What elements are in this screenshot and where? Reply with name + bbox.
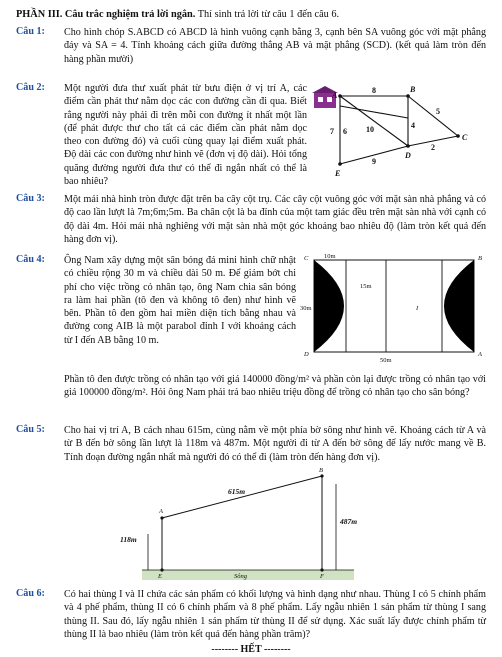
- question-1-text: Cho hình chóp S.ABCD có ABCD là hình vuông cạnh bằng 3, cạnh bên SA vuông góc với mặt phẳng đáy và SA = 4. Tính khoảng cách giữa đường thẳng AB và mặt phẳng (SCD). (kết quả làm tròn đến hàng phần mười): [64, 27, 486, 65]
- river-figure: [100, 466, 400, 582]
- end-marker: -------- HẾT --------: [211, 644, 291, 655]
- section-title: PHẦN III. Câu trắc nghiệm trả lời ngắn.: [16, 9, 196, 20]
- graph-label-a: A: [332, 91, 338, 100]
- field-width-label: 10m: [324, 253, 336, 260]
- left-shaded-region: [314, 260, 344, 352]
- edge-bd-length: 4: [411, 121, 415, 130]
- edge-inner-length: 6: [343, 127, 347, 136]
- question-3-text: Một mái nhà hình tròn được đặt trên ba cây cột trụ. Các cây cột vuông góc với mặt sàn nhà phẳng và có độ cao lần lượt là 7m;6m;5m. Ba chân cột là ba đỉnh của một tam giác đều trên mặt sàn nhà với cạnh có độ dài 4m. Hỏi mái nhà nghiêng với mặt sàn nhà một góc khoảng bao nhiêu độ (làm tròn kết quả đến hàng đơn vị).: [64, 194, 486, 245]
- graph-label-b: B: [410, 85, 416, 94]
- river-label: Sông: [234, 573, 247, 580]
- soccer-field-figure: [300, 252, 490, 364]
- right-shaded-region: [444, 260, 474, 352]
- edge-ed-length: 9: [372, 157, 376, 166]
- field-corner-a: A: [478, 351, 482, 358]
- question-4-text: Ông Nam xây dựng một sân bóng đá mini hình chữ nhật có chiều rộng 30 m và chiều dài 50 m. Để giảm bớt chi phí cho việc trồng cỏ nhân tạo, ông Nam chia sân bóng ra làm hai phần (tô đen và không tô đen) như hình vẽ bên. Phần tô đen gồm hai miền diện tích bằng nhau và đường cong AIB là một parabol đỉnh I với khoảng cách từ I đến AB bằng 10 m.: [64, 255, 296, 346]
- graph-label-c: C: [462, 133, 468, 142]
- river-point-f: F: [320, 573, 324, 580]
- edge-ab-length: 8: [372, 86, 376, 95]
- river-b-distance: 487m: [340, 517, 358, 526]
- question-2-label: Câu 2:: [16, 82, 45, 93]
- question-6-label: Câu 6:: [16, 588, 45, 599]
- section-instruction: Thí sinh trả lời từ câu 1 đến câu 6.: [195, 9, 340, 20]
- question-5-text: Cho hai vị trí A, B cách nhau 615m, cùng nằm về một phía bờ sông như hình vẽ. Khoảng cách từ A và từ B đến bờ sông lần lượt là 118m và 487m. Một người đi từ A đến bờ sông để lấy nước mang về B. Tính đoạn đường ngắn nhất mà người đó có thể đi (làm tròn đến hàng đơn vị).: [64, 425, 486, 463]
- field-corner-b: B: [478, 255, 482, 262]
- question-1-label: Câu 1:: [16, 26, 45, 37]
- field-length-label: 50m: [380, 357, 392, 364]
- river-point-e: E: [158, 573, 162, 580]
- edge-dc-length: 2: [431, 143, 435, 152]
- question-6-text: Có hai thùng I và II chứa các sản phẩm có khối lượng và hình dạng như nhau. Thùng I có 5 chính phẩm và 4 phế phẩm, thùng II có 6 chính phẩm và 8 phế phẩm. Lấy ngẫu nhiên 1 sản phẩm từ thùng I sang thùng II. Sau đó, lấy ngẫu nhiên 1 sản phẩm từ thùng II để sử dụng. Xác suất lấy được chính phẩm từ thùng II là bao nhiêu (làm tròn kết quả đến hàng phần trăm)?: [64, 589, 486, 640]
- edge-ae-length: 7: [330, 127, 334, 136]
- field-height-label: 30m: [300, 305, 312, 312]
- field-inner-label: 15m: [360, 283, 372, 290]
- field-corner-c: C: [304, 255, 309, 262]
- question-5-label: Câu 5:: [16, 424, 45, 435]
- section-heading: [16, 8, 339, 21]
- question-2-text: Một người đưa thư xuất phát từ bưu điện ở vị trí A, các điểm cần phát thư nằm dọc các con đường cần đi qua. Biết rằng người này phải đi trên mỗi con đường ít nhất một lần (để phát được thư cho tất cả các điểm cần phát nằm dọc theo con đường đó) và cuối cùng quay lại điểm xuất phát. Độ dài các con đường như hình vẽ (đơn vị độ dài). Hỏi tổng quãng đường người đưa thư có thể đi ngắn nhất có thể là bao nhiêu?: [64, 83, 307, 188]
- graph-label-e: E: [335, 169, 341, 178]
- postman-graph-figure: [310, 84, 490, 180]
- question-3-label: Câu 3:: [16, 193, 45, 204]
- edge-bc-length: 5: [436, 107, 440, 116]
- field-corner-d: D: [304, 351, 309, 358]
- field-vertex-i: I: [416, 305, 419, 312]
- question-4-text-continued: Phần tô đen được trồng cỏ nhân tạo với giá 140000 đồng/m² và phần còn lại được trồng cỏ nhân tạo với giá 100000 đồng/m². Hỏi ông Nam phải trả bao nhiêu triệu đồng để trồng cỏ nhân tạo cho sân bóng?: [64, 374, 486, 399]
- question-4-label: Câu 4:: [16, 254, 45, 265]
- river-point-a: A: [159, 508, 163, 515]
- river-ab-distance: 615m: [228, 487, 246, 496]
- river-a-distance: 118m: [120, 535, 137, 544]
- graph-label-d: D: [405, 151, 411, 160]
- river-point-b: B: [319, 467, 323, 474]
- edge-ad-length: 10: [366, 125, 374, 134]
